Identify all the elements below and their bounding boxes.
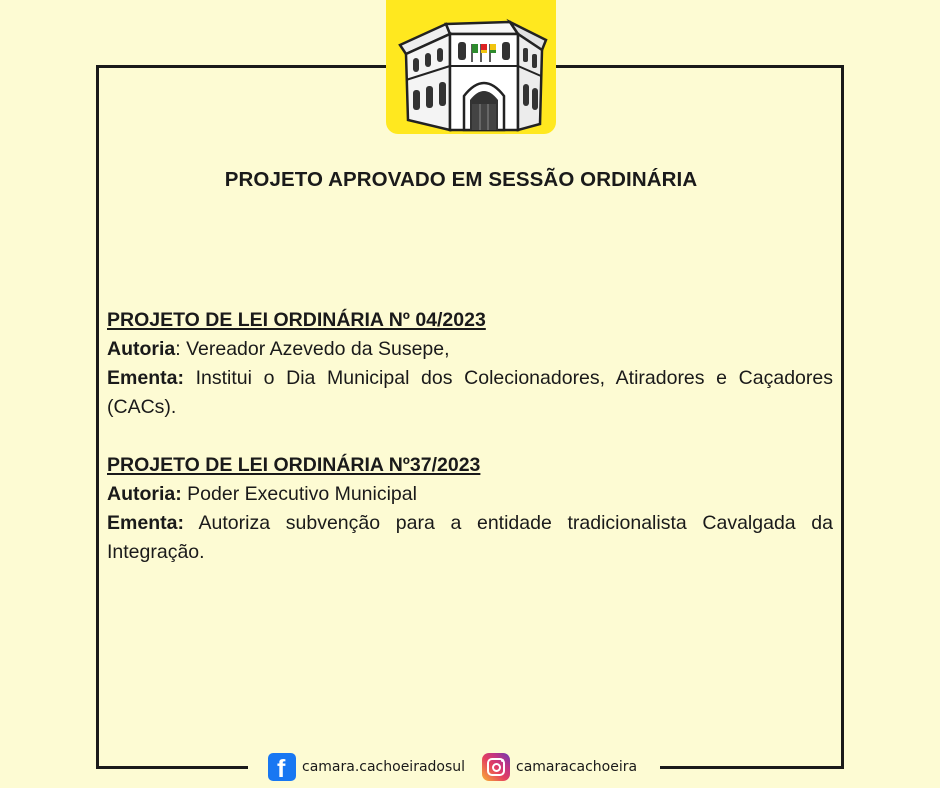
projects-list <box>107 306 833 596</box>
instagram-link[interactable] <box>482 751 637 783</box>
project-ementa <box>107 364 833 422</box>
facebook-handle: camara.cachoeiradosul <box>302 759 466 775</box>
autoria-value: Poder Executivo Municipal <box>181 483 417 505</box>
town-hall-building-icon <box>386 0 556 134</box>
page-title: PROJETO APROVADO EM SESSÃO ORDINÁRIA <box>224 168 698 191</box>
project-entry <box>107 306 833 422</box>
project-title: PROJETO DE LEI ORDINÁRIA Nº 04/2023 <box>107 309 486 331</box>
autoria-label: Autoria <box>107 338 176 360</box>
instagram-icon <box>482 753 510 781</box>
logo <box>386 0 556 134</box>
ementa-label: Ementa: <box>107 512 184 534</box>
project-title: PROJETO DE LEI ORDINÁRIA Nº37/2023 <box>107 454 481 476</box>
ementa-value: Autoriza subvenção para a entidade tradicionalista Cavalgada da Integração. <box>107 512 833 563</box>
project-autoria <box>107 480 833 509</box>
ementa-value: Institui o Dia Municipal dos Colecionadores, Atiradores e Caçadores (CACs). <box>107 367 833 418</box>
autoria-label: Autoria: <box>107 483 182 505</box>
project-ementa <box>107 509 833 567</box>
facebook-icon: f <box>268 753 296 781</box>
project-entry <box>107 451 833 567</box>
autoria-value: : Vereador Azevedo da Susepe, <box>175 338 450 360</box>
facebook-link[interactable] <box>268 751 465 783</box>
ementa-label: Ementa: <box>107 367 184 389</box>
project-autoria <box>107 335 833 364</box>
instagram-handle: camaracachoeira <box>516 759 638 775</box>
